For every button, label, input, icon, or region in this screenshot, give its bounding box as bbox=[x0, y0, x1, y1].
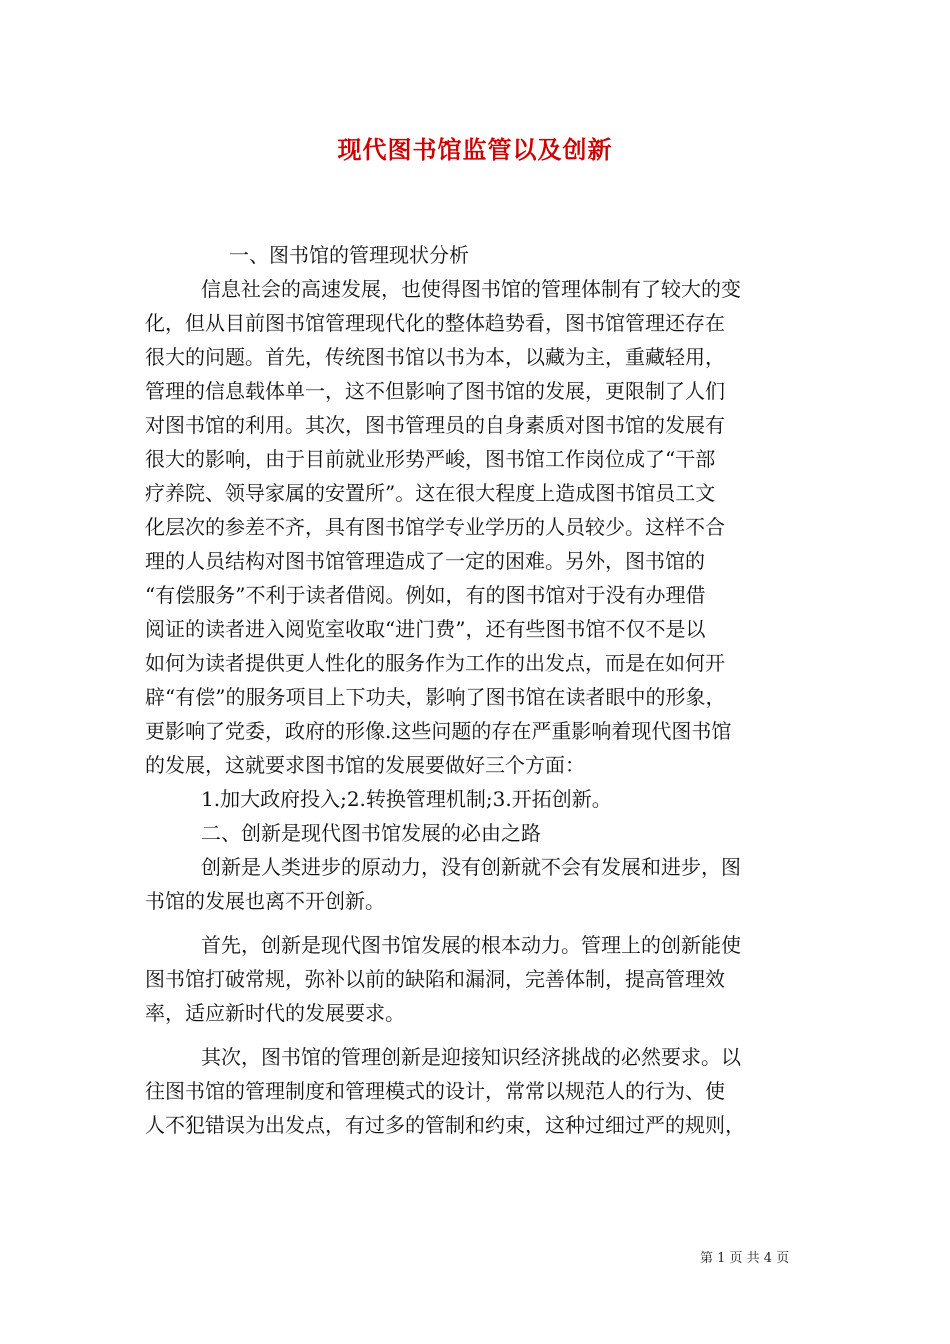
paragraph-line: 阅证的读者进入阅览室收取“进门费”，还有些图书馆不仅不是以 bbox=[145, 617, 706, 641]
paragraph-line: 辟“有偿”的服务项目上下功夫，影响了图书馆在读者眼中的形象， bbox=[145, 685, 726, 709]
paragraph-line: 往图书馆的管理制度和管理模式的设计，常常以规范人的行为、使 bbox=[145, 1079, 725, 1103]
paragraph-line: 化，但从目前图书馆管理现代化的整体趋势看，图书馆管理还存在 bbox=[145, 311, 725, 335]
paragraph-line: 化层次的参差不齐，具有图书馆学专业学历的人员较少。这样不合 bbox=[145, 515, 725, 539]
paragraph-line: 更影响了党委，政府的形像.这些问题的存在严重影响着现代图书馆 bbox=[145, 719, 732, 743]
paragraph-line: 书馆的发展也离不开创新。 bbox=[145, 889, 385, 913]
paragraph-line: 创新是人类进步的原动力，没有创新就不会有发展和进步，图 bbox=[201, 855, 741, 879]
section-heading: 一、图书馆的管理现状分析 bbox=[229, 243, 469, 267]
paragraph-line: 的发展，这就要求图书馆的发展要做好三个方面： bbox=[145, 753, 585, 777]
paragraph-line: 率，适应新时代的发展要求。 bbox=[145, 1001, 405, 1025]
paragraph-line: 首先，创新是现代图书馆发展的根本动力。管理上的创新能使 bbox=[201, 933, 741, 957]
section-heading: 二、创新是现代图书馆发展的必由之路 bbox=[201, 821, 541, 845]
paragraph-line: 信息社会的高速发展，也使得图书馆的管理体制有了较大的变 bbox=[201, 277, 741, 301]
paragraph-line: 人不犯错误为出发点，有过多的管制和约束，这种过细过严的规则， bbox=[145, 1113, 745, 1137]
paragraph-line: 疗养院、领导家属的安置所”。这在很大程度上造成图书馆员工文 bbox=[145, 481, 716, 505]
document-title: 现代图书馆监管以及创新 bbox=[337, 135, 613, 164]
paragraph-line: 如何为读者提供更人性化的服务作为工作的出发点，而是在如何开 bbox=[145, 651, 725, 675]
paragraph-line: 很大的影响，由于目前就业形势严峻，图书馆工作岗位成了“干部 bbox=[145, 447, 716, 471]
paragraph-line: 理的人员结构对图书馆管理造成了一定的困难。另外，图书馆的 bbox=[145, 549, 705, 573]
page-number: 第 1 页 共 4 页 bbox=[700, 1251, 790, 1266]
paragraph-line: 管理的信息载体单一，这不但影响了图书馆的发展，更限制了人们 bbox=[145, 379, 725, 403]
paragraph-line: 很大的问题。首先，传统图书馆以书为本，以藏为主，重藏轻用， bbox=[145, 345, 725, 369]
document-body bbox=[145, 238, 815, 1142]
paragraph-line: 对图书馆的利用。其次，图书管理员的自身素质对图书馆的发展有 bbox=[145, 413, 725, 437]
paragraph-line: 图书馆打破常规，弥补以前的缺陷和漏洞，完善体制，提高管理效 bbox=[145, 967, 725, 991]
paragraph-line: 其次，图书馆的管理创新是迎接知识经济挑战的必然要求。以 bbox=[201, 1045, 741, 1069]
paragraph-line: “有偿服务”不利于读者借阅。例如，有的图书馆对于没有办理借 bbox=[145, 583, 706, 607]
list-line: 1.加大政府投入;2.转换管理机制;3.开拓创新。 bbox=[201, 787, 612, 811]
